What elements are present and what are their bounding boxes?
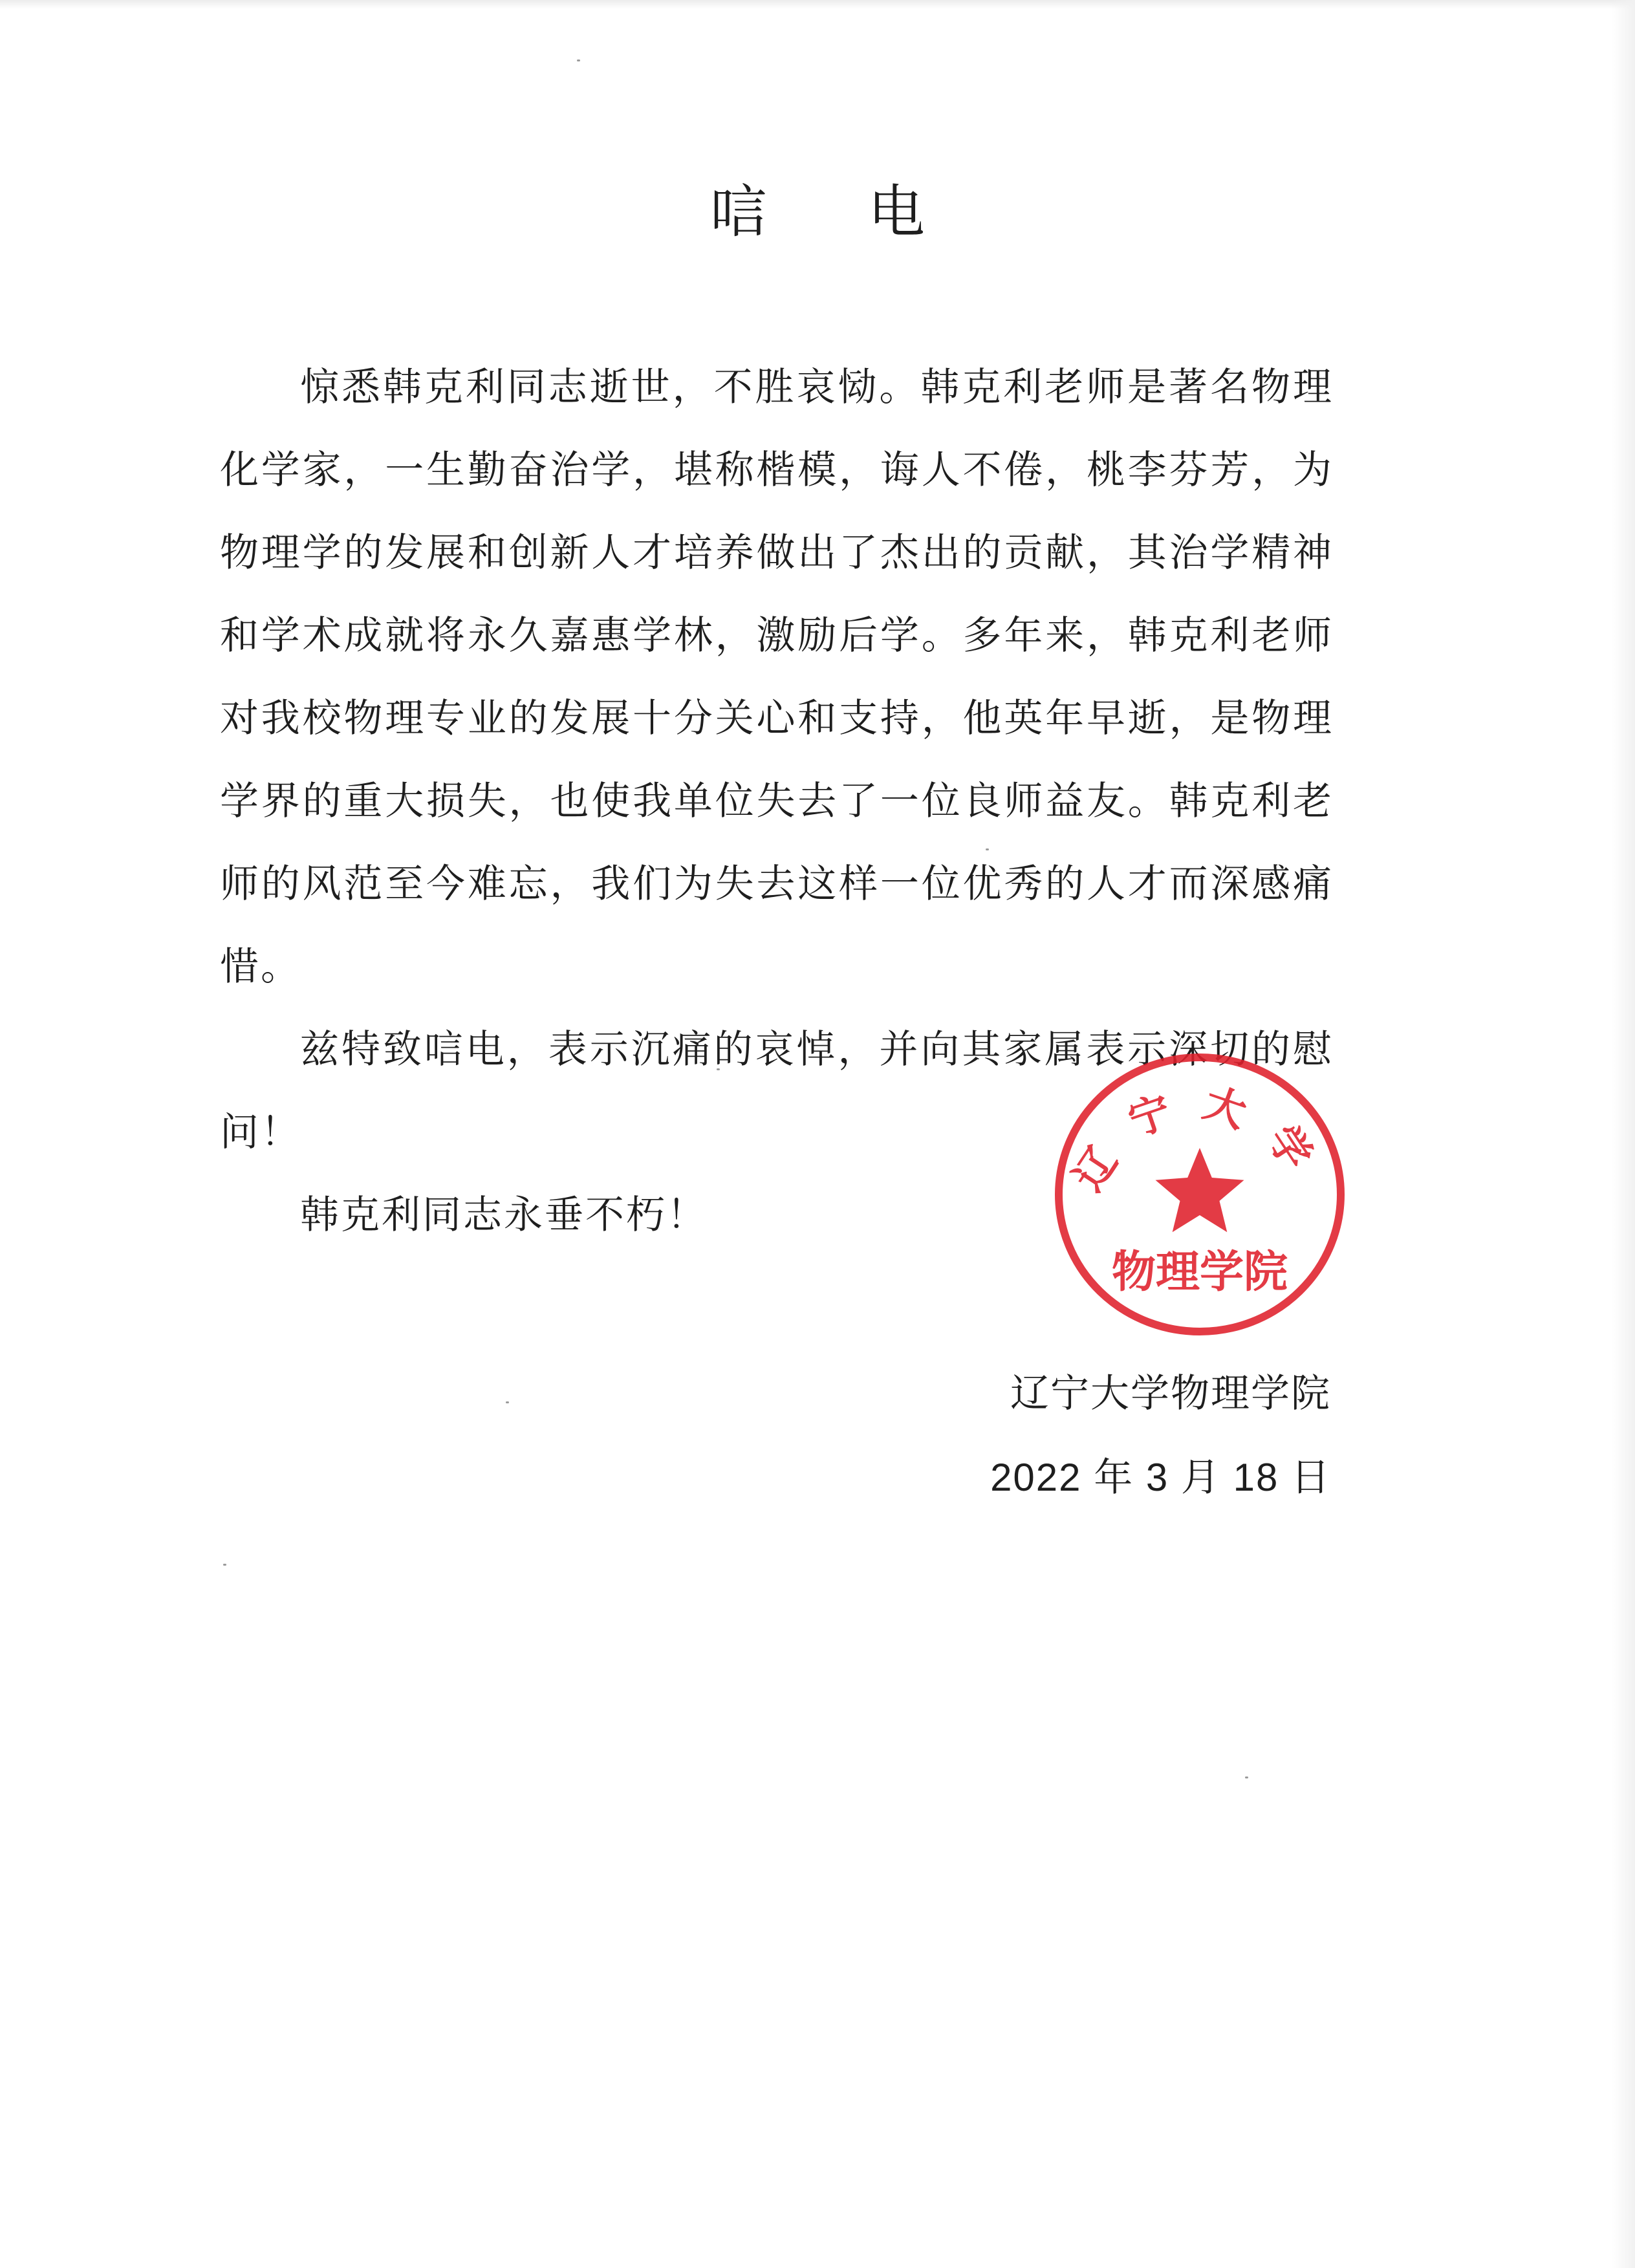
seal-inner-text: 物理学院 bbox=[1111, 1247, 1288, 1298]
scan-edge-right bbox=[1612, 0, 1635, 2268]
signature-org: 辽宁大学物理学院 bbox=[1010, 1371, 1331, 1416]
scan-speck bbox=[577, 59, 580, 61]
title-char: 唁 bbox=[709, 178, 767, 245]
scan-speck bbox=[223, 1564, 226, 1566]
scan-speck bbox=[506, 1401, 509, 1403]
paragraph-condolence: 惊悉韩克利同志逝世，不胜哀恸。韩克利老师是著名物理化学家，一生勤奋治学，堪称楷模，诲人不倦，桃李芬芳，为物理学的发展和创新人才培养做出了杰出的贡献，其治学精神和学术成就将永久嘉惠学林，激励后学。多年来，韩克利老师对我校物理专业的发展十分关心和支持，他英年早逝，是物理学界的重大损失，也使我单位失去了一位良师益友。韩克利老师的风范至今难忘，我们为失去这样一位优秀的人才而深感痛惜。 bbox=[220, 365, 1334, 989]
seal-ring-text: 辽宁大学 bbox=[1065, 1079, 1335, 1200]
scan-speck bbox=[1245, 1777, 1248, 1778]
paragraph-eulogy: 韩克利同志永垂不朽！ bbox=[300, 1193, 708, 1238]
signoff-block bbox=[990, 1352, 1331, 1520]
scan-edge-top bbox=[0, 0, 1635, 9]
star-icon bbox=[1156, 1148, 1244, 1232]
official-seal bbox=[1045, 1044, 1355, 1342]
paragraph-expression: 兹特致唁电，表示沉痛的哀悼，并向其家属表示深切的慰问！ bbox=[220, 1027, 1334, 1155]
signature-date: 2022 年 3 月 18 日 bbox=[990, 1456, 1331, 1499]
title-char: 电 bbox=[868, 178, 926, 245]
document-title bbox=[0, 173, 1635, 251]
